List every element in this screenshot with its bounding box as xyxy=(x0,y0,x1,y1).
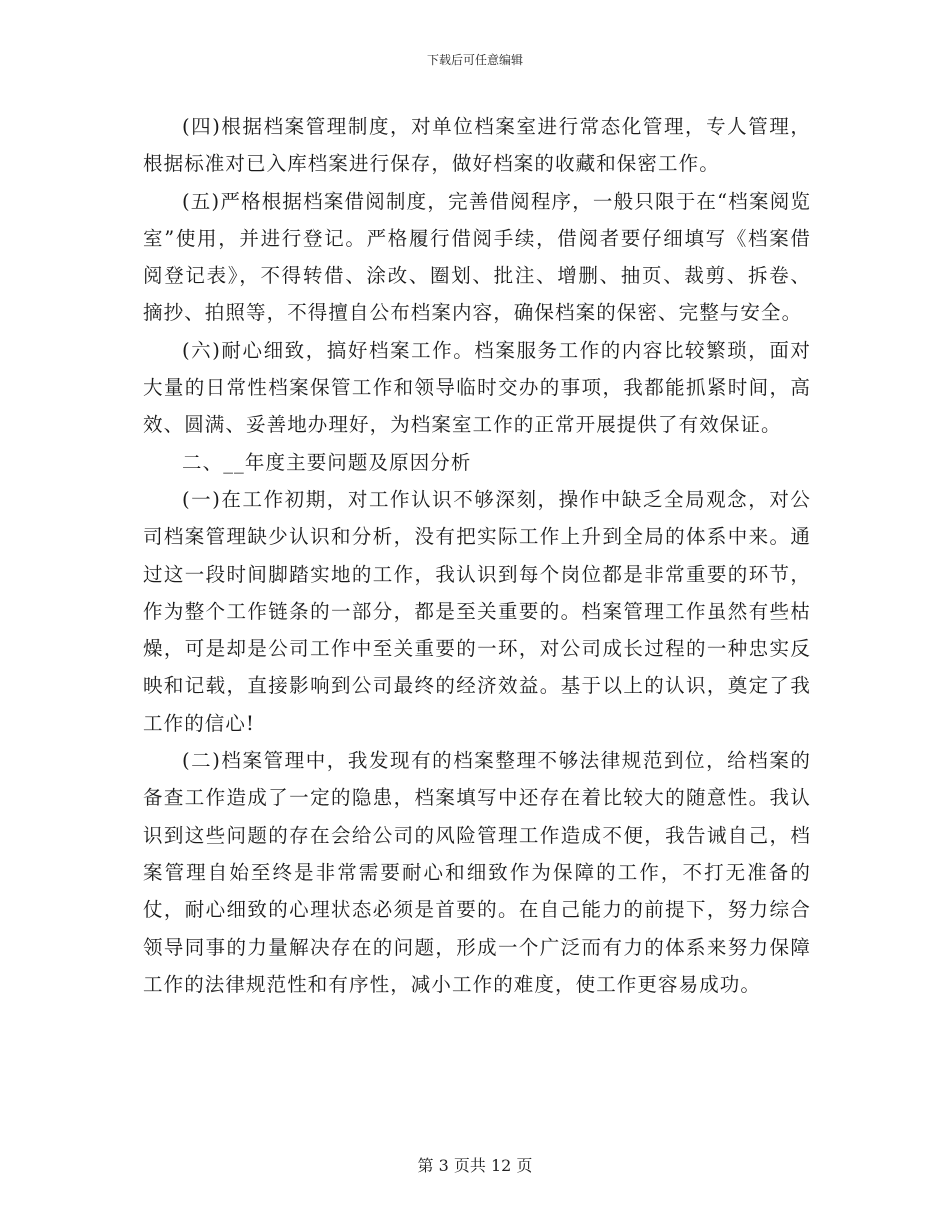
document-body xyxy=(143,108,811,1003)
paragraph-issue-1: (一)在工作初期，对工作认识不够深刻，操作中缺乏全局观念，对公司档案管理缺少认识和分析，没有把实际工作上升到全局的体系中来。通过这一段时间脚踏实地的工作，我认识到每个岗位都是非常重要的环节，作为整个工作链条的一部分，都是至关重要的。档案管理工作虽然有些枯燥，可是却是公司工作中至关重要的一环，对公司成长过程的一种忠实反映和记载，直接影响到公司最终的经济效益。基于以上的认识，奠定了我工作的信心! xyxy=(143,487,811,735)
page-header: 下载后可任意编辑 xyxy=(426,53,523,67)
paragraph-5: (五)严格根据档案借阅制度，完善借阅程序，一般只限于在“档案阅览室”使用，并进行登记。严格履行借阅手续，借阅者要仔细填写《档案借阅登记表》，不得转借、涂改、圈划、批注、增删、抽页、裁剪、拆卷、摘抄、拍照等，不得擅自公布档案内容，确保档案的保密、完整与安全。 xyxy=(143,189,811,325)
paragraph-6: (六)耐心细致，搞好档案工作。档案服务工作的内容比较繁琐，面对大量的日常性档案保管工作和领导临时交办的事项，我都能抓紧时间，高效、圆满、妥善地办理好，为档案室工作的正常开展提供了有效保证。 xyxy=(143,338,811,437)
page-number: 第 3 页共 12 页 xyxy=(417,1156,533,1175)
section-heading: 二、__年度主要问题及原因分析 xyxy=(182,450,472,474)
paragraph-4: (四)根据档案管理制度，对单位档案室进行常态化管理，专人管理，根据标准对已入库档案进行保存，做好档案的收藏和保密工作。 xyxy=(143,115,811,176)
paragraph-issue-2: (二)档案管理中，我发现有的档案整理不够法律规范到位，给档案的备查工作造成了一定的隐患，档案填写中还存在着比较大的随意性。我认识到这些问题的存在会给公司的风险管理工作造成不便，我告诫自己，档案管理自始至终是非常需要耐心和细致作为保障的工作，不打无准备的仗，耐心细致的心理状态必须是首要的。在自己能力的前提下，努力综合领导同事的力量解决存在的问题，形成一个广泛而有力的体系来努力保障工作的法律规范性和有序性，减小工作的难度，使工作更容易成功。 xyxy=(143,749,811,996)
